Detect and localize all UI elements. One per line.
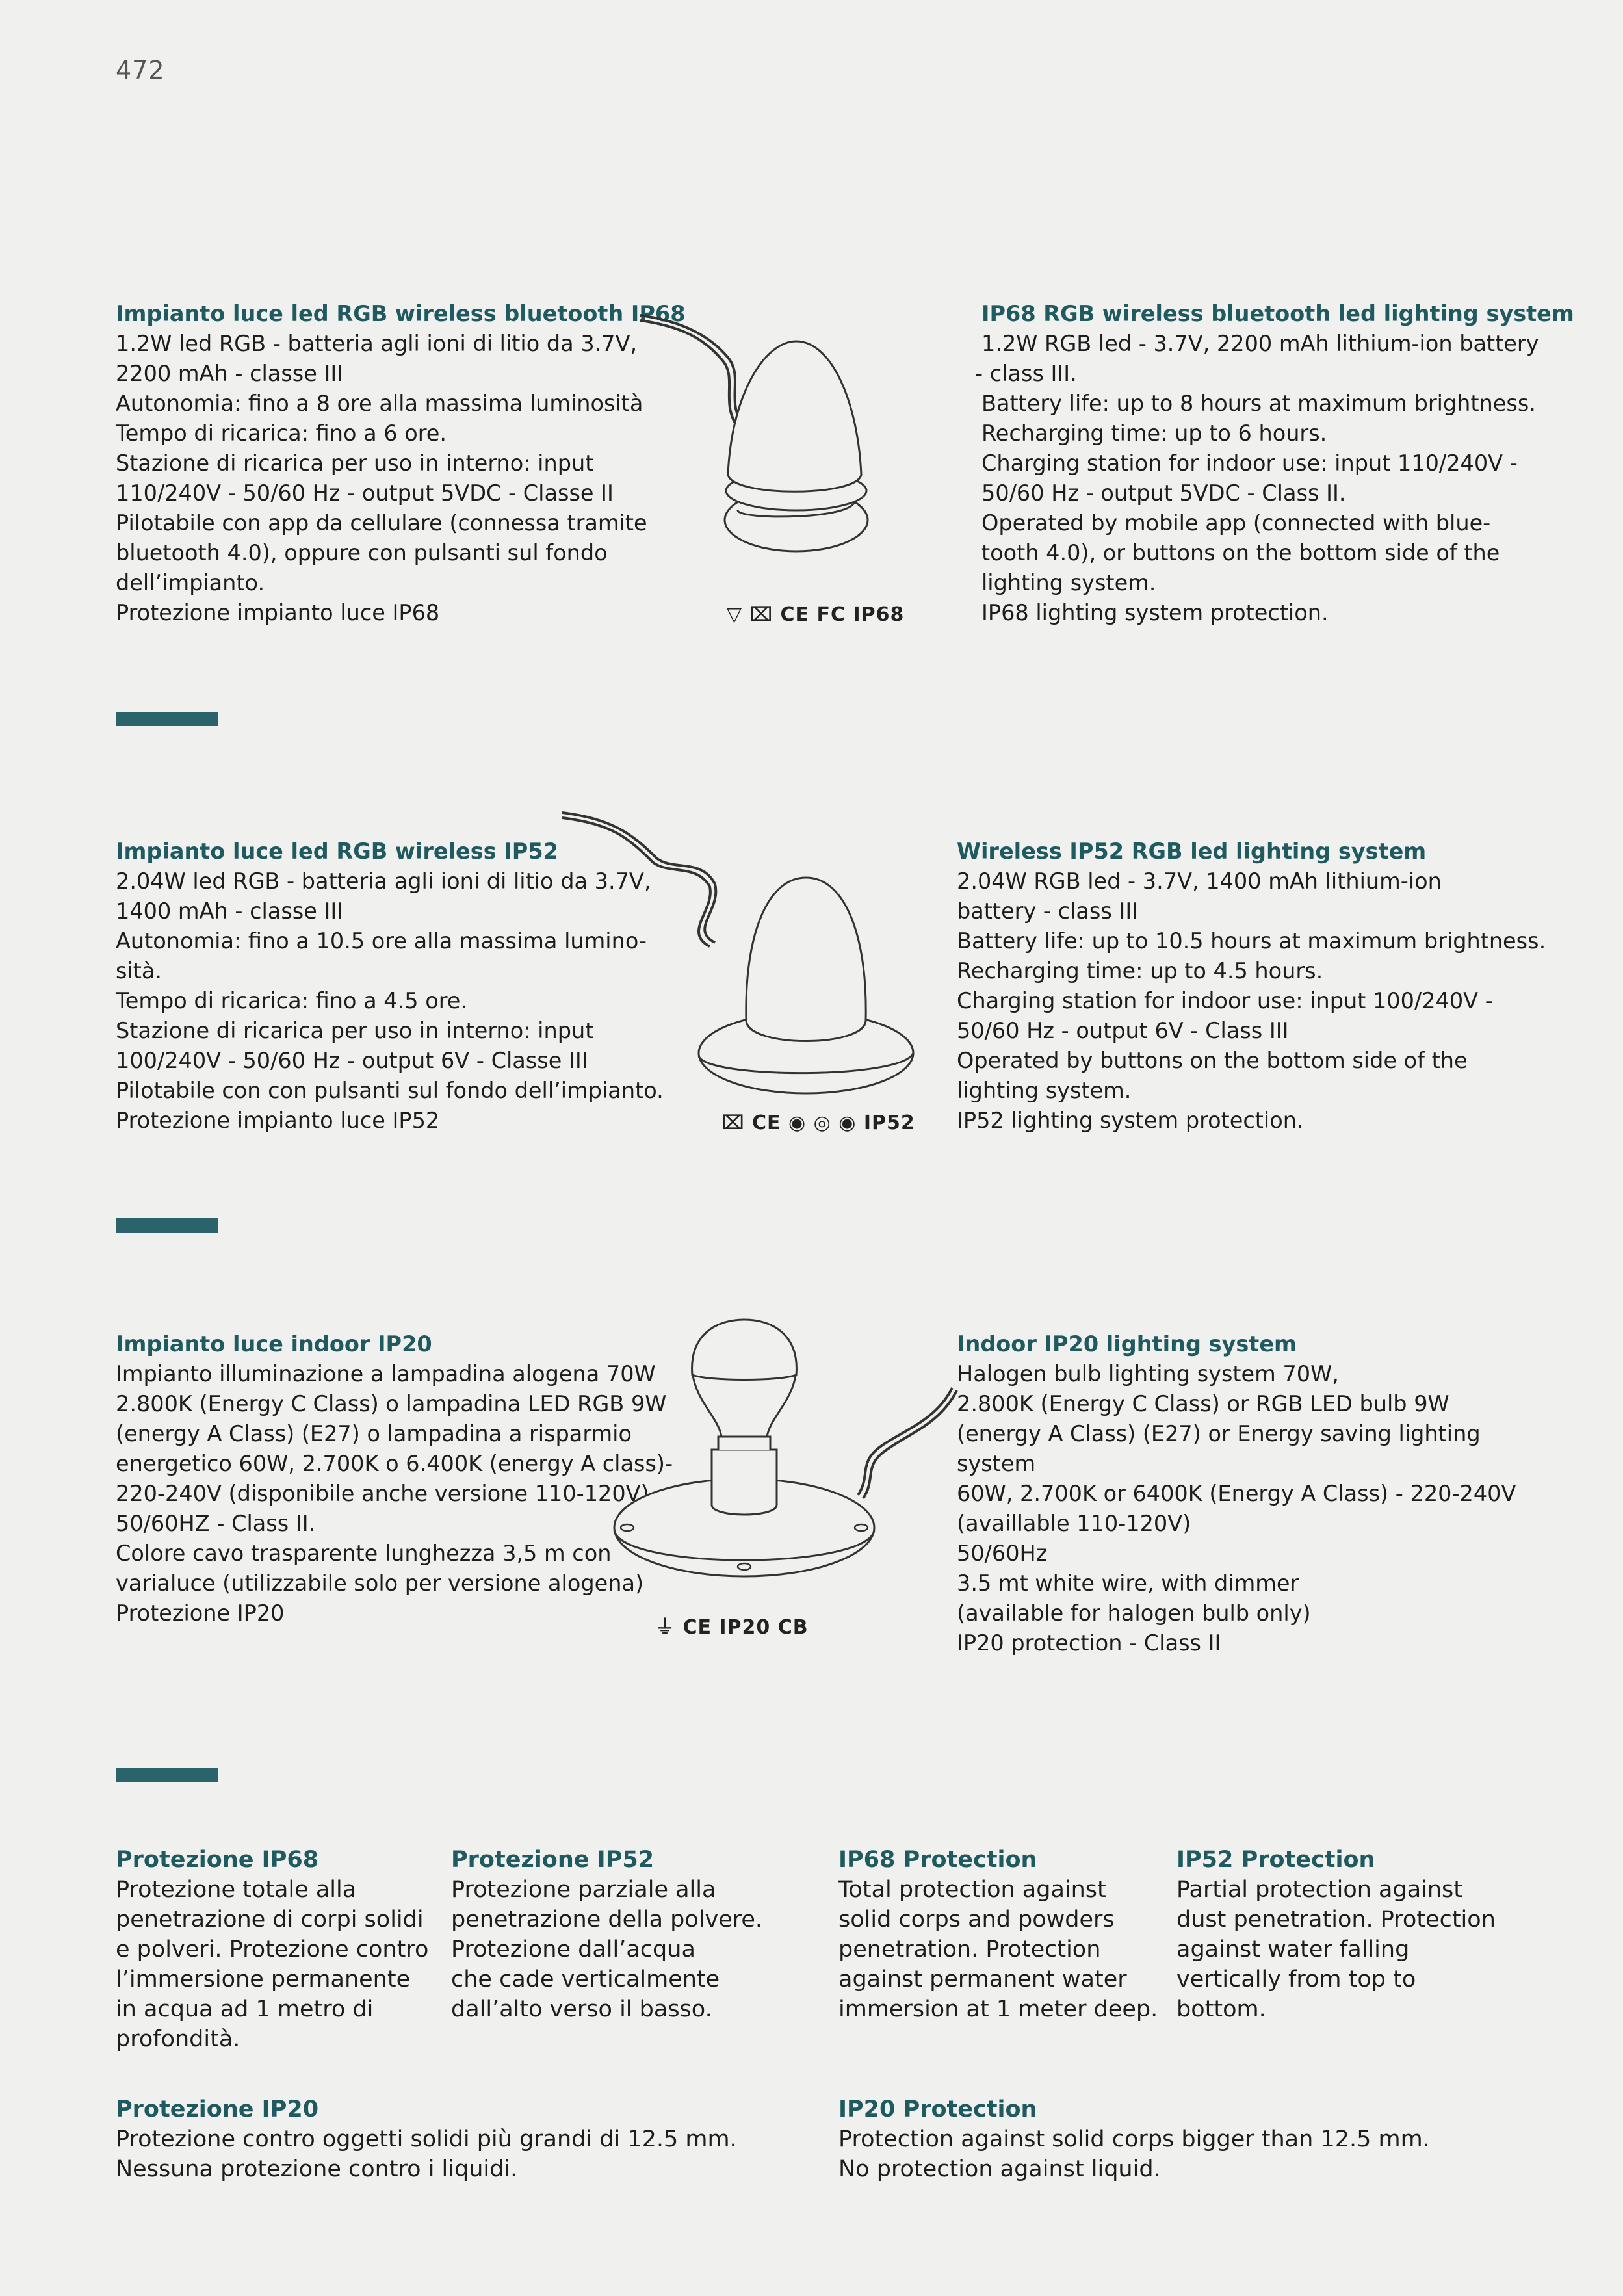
ip20-certification-marks: ⏚ CE IP20 CB xyxy=(655,1616,809,1639)
description-line: 2.800K (Energy C Class) o lampadina LED RGB 9W xyxy=(116,1391,667,1416)
protection-line: profondità. xyxy=(116,2026,240,2052)
product-ip20-description-en xyxy=(957,1329,1516,1658)
protection-line: penetration. Protection xyxy=(838,1937,1101,1963)
description-line: sità. xyxy=(116,958,162,984)
description-line: energetico 60W, 2.700K o 6.400K (energy A class)- xyxy=(116,1451,673,1476)
ip20-bulb-lamp-illustration xyxy=(598,1310,962,1596)
product-title: Impianto luce led RGB wireless IP52 xyxy=(116,839,558,864)
description-line: 2.04W led RGB - batteria agli ioni di litio da 3.7V, xyxy=(116,868,651,894)
protection-ip52-it xyxy=(451,1845,762,2024)
protection-line: vertically from top to xyxy=(1176,1966,1416,1992)
protection-line: Protezione contro oggetti solidi più grandi di 12.5 mm. xyxy=(116,2126,737,2152)
description-line: battery - class III xyxy=(957,898,1139,924)
description-line: IP20 protection - Class II xyxy=(957,1630,1221,1656)
description-line: 50/60HZ - Class II. xyxy=(116,1511,316,1536)
description-line: 50/60Hz xyxy=(957,1541,1048,1566)
protection-ip68-it xyxy=(116,1845,428,2054)
description-line: (availlable 110-120V) xyxy=(957,1511,1191,1536)
description-line: tooth 4.0), or buttons on the bottom side of the xyxy=(981,540,1500,566)
protection-title: Protezione IP20 xyxy=(116,2096,319,2122)
description-line: 220-240V (disponibile anche versione 110-120V) xyxy=(116,1481,649,1506)
description-line: Tempo di ricarica: fino a 4.5 ore. xyxy=(116,988,468,1013)
description-line: Autonomia: fino a 8 ore alla massima luminosità xyxy=(116,391,643,416)
description-line: Protezione impianto luce IP68 xyxy=(116,600,440,625)
section-divider xyxy=(116,712,218,726)
description-line: 2.04W RGB led - 3.7V, 1400 mAh lithium-ion xyxy=(957,868,1442,894)
protection-title: IP20 Protection xyxy=(838,2096,1037,2122)
ip52-certification-marks: ⌧ CE ◉ ◎ ◉ IP52 xyxy=(721,1112,915,1134)
protection-line: in acqua ad 1 metro di xyxy=(116,1996,374,2022)
description-line: system xyxy=(957,1451,1036,1476)
description-line: IP68 lighting system protection. xyxy=(981,600,1329,625)
product-ip68-description-it xyxy=(116,299,686,628)
protection-line: against water falling xyxy=(1176,1937,1410,1963)
protection-ip68-en xyxy=(838,1845,1158,2024)
description-line: - class III. xyxy=(975,361,1077,386)
protection-line: bottom. xyxy=(1176,1996,1266,2022)
description-line: Protezione impianto luce IP52 xyxy=(116,1108,440,1133)
protection-title: IP68 Protection xyxy=(838,1847,1037,1873)
protection-line: Protezione totale alla xyxy=(116,1877,357,1903)
description-line: (energy A Class) (E27) o lampadina a risparmio xyxy=(116,1421,632,1446)
description-line: varialuce (utilizzabile solo per versione alogena) xyxy=(116,1571,644,1596)
protection-title: Protezione IP68 xyxy=(116,1847,319,1873)
description-line: 1.2W RGB led - 3.7V, 2200 mAh lithium-ion battery xyxy=(981,331,1539,356)
description-line: Operated by mobile app (connected with blue- xyxy=(981,510,1491,536)
description-line: Colore cavo trasparente lunghezza 3,5 m con xyxy=(116,1541,612,1566)
description-line: IP52 lighting system protection. xyxy=(957,1108,1304,1133)
product-ip52-description-en xyxy=(957,837,1546,1136)
ip52-egg-lamp-illustration xyxy=(559,806,923,1105)
description-line: 60W, 2.700K or 6400K (Energy A Class) - 220-240V xyxy=(957,1481,1516,1506)
protection-ip20-it xyxy=(116,2094,737,2184)
protection-line: dust penetration. Protection xyxy=(1176,1907,1496,1933)
section-divider xyxy=(116,1768,218,1782)
product-ip20-description-it xyxy=(116,1329,673,1628)
product-title: IP68 RGB wireless bluetooth led lighting system xyxy=(981,301,1574,326)
description-line: Recharging time: up to 4.5 hours. xyxy=(957,958,1323,984)
description-line: Tempo di ricarica: fino a 6 ore. xyxy=(116,421,447,446)
protection-line: Nessuna protezione contro i liquidi. xyxy=(116,2156,518,2182)
product-title: Impianto luce indoor IP20 xyxy=(116,1331,432,1357)
protection-line: dall’alto verso il basso. xyxy=(451,1996,712,2022)
protection-line: immersion at 1 meter deep. xyxy=(838,1996,1158,2022)
protection-line: l’immersione permanente xyxy=(116,1966,411,1992)
description-line: 2200 mAh - classe III xyxy=(116,361,344,386)
product-ip68-description-en xyxy=(975,299,1574,628)
description-line: Recharging time: up to 6 hours. xyxy=(981,421,1327,446)
protection-title: IP52 Protection xyxy=(1176,1847,1375,1873)
description-line: Stazione di ricarica per uso in interno: input xyxy=(116,450,594,476)
description-line: 1.2W led RGB - batteria agli ioni di litio da 3.7V, xyxy=(116,331,638,356)
description-line: (available for halogen bulb only) xyxy=(957,1600,1311,1626)
description-line: Autonomia: fino a 10.5 ore alla massima lumino- xyxy=(116,928,647,954)
ip68-certification-marks: ▽ ⌧ CE FC IP68 xyxy=(727,603,905,626)
description-line: dell’impianto. xyxy=(116,570,265,595)
description-line: (energy A Class) (E27) or Energy saving lighting xyxy=(957,1421,1481,1446)
protection-line: e polveri. Protezione contro xyxy=(116,1937,429,1963)
description-line: Charging station for indoor use: input 110/240V - xyxy=(981,450,1518,476)
description-line: Battery life: up to 8 hours at maximum brightness. xyxy=(981,391,1536,416)
description-line: Pilotabile con app da cellulare (connessa tramite xyxy=(116,510,647,536)
section-divider xyxy=(116,1218,218,1233)
description-line: Battery life: up to 10.5 hours at maximum brightness. xyxy=(957,928,1546,954)
protection-line: penetrazione di corpi solidi xyxy=(116,1907,424,1933)
protection-line: Partial protection against xyxy=(1176,1877,1463,1903)
description-line: 3.5 mt white wire, with dimmer xyxy=(957,1571,1299,1596)
ip68-egg-lamp-illustration xyxy=(634,306,933,579)
description-line: Pilotabile con con pulsanti sul fondo dell’impianto. xyxy=(116,1078,664,1103)
page-number: 472 xyxy=(116,56,165,85)
description-line: 1400 mAh - classe III xyxy=(116,898,344,924)
protection-line: che cade verticalmente xyxy=(451,1966,720,1992)
protection-line: No protection against liquid. xyxy=(838,2156,1161,2182)
description-line: 2.800K (Energy C Class) or RGB LED bulb 9W xyxy=(957,1391,1449,1416)
product-title: Indoor IP20 lighting system xyxy=(957,1331,1297,1357)
description-line: Halogen bulb lighting system 70W, xyxy=(957,1361,1339,1387)
protection-line: Protection against solid corps bigger than 12.5 mm. xyxy=(838,2126,1430,2152)
description-line: lighting system. xyxy=(981,570,1156,595)
description-line: 50/60 Hz - output 5VDC - Class II. xyxy=(981,480,1346,506)
protection-ip52-en xyxy=(1176,1845,1496,2024)
protection-line: solid corps and powders xyxy=(838,1907,1115,1933)
description-line: 100/240V - 50/60 Hz - output 6V - Classe III xyxy=(116,1048,588,1073)
description-line: Charging station for indoor use: input 100/240V - xyxy=(957,988,1493,1013)
product-title: Impianto luce led RGB wireless bluetooth IP68 xyxy=(116,301,686,326)
protection-line: Protezione parziale alla xyxy=(451,1877,716,1903)
protection-line: against permanent water xyxy=(838,1966,1127,1992)
protection-line: penetrazione della polvere. xyxy=(451,1907,763,1933)
description-line: lighting system. xyxy=(957,1078,1132,1103)
description-line: Impianto illuminazione a lampadina alogena 70W xyxy=(116,1361,656,1387)
protection-line: Total protection against xyxy=(838,1877,1106,1903)
description-line: Protezione IP20 xyxy=(116,1600,285,1626)
description-line: bluetooth 4.0), oppure con pulsanti sul fondo xyxy=(116,540,608,566)
product-title: Wireless IP52 RGB led lighting system xyxy=(957,839,1427,864)
protection-title: Protezione IP52 xyxy=(451,1847,655,1873)
description-line: Operated by buttons on the bottom side of the xyxy=(957,1048,1468,1073)
protection-ip20-en xyxy=(838,2094,1430,2184)
description-line: 50/60 Hz - output 6V - Class III xyxy=(957,1018,1289,1043)
protection-line: Protezione dall’acqua xyxy=(451,1937,695,1963)
description-line: 110/240V - 50/60 Hz - output 5VDC - Classe II xyxy=(116,480,614,506)
description-line: Stazione di ricarica per uso in interno: input xyxy=(116,1018,594,1043)
